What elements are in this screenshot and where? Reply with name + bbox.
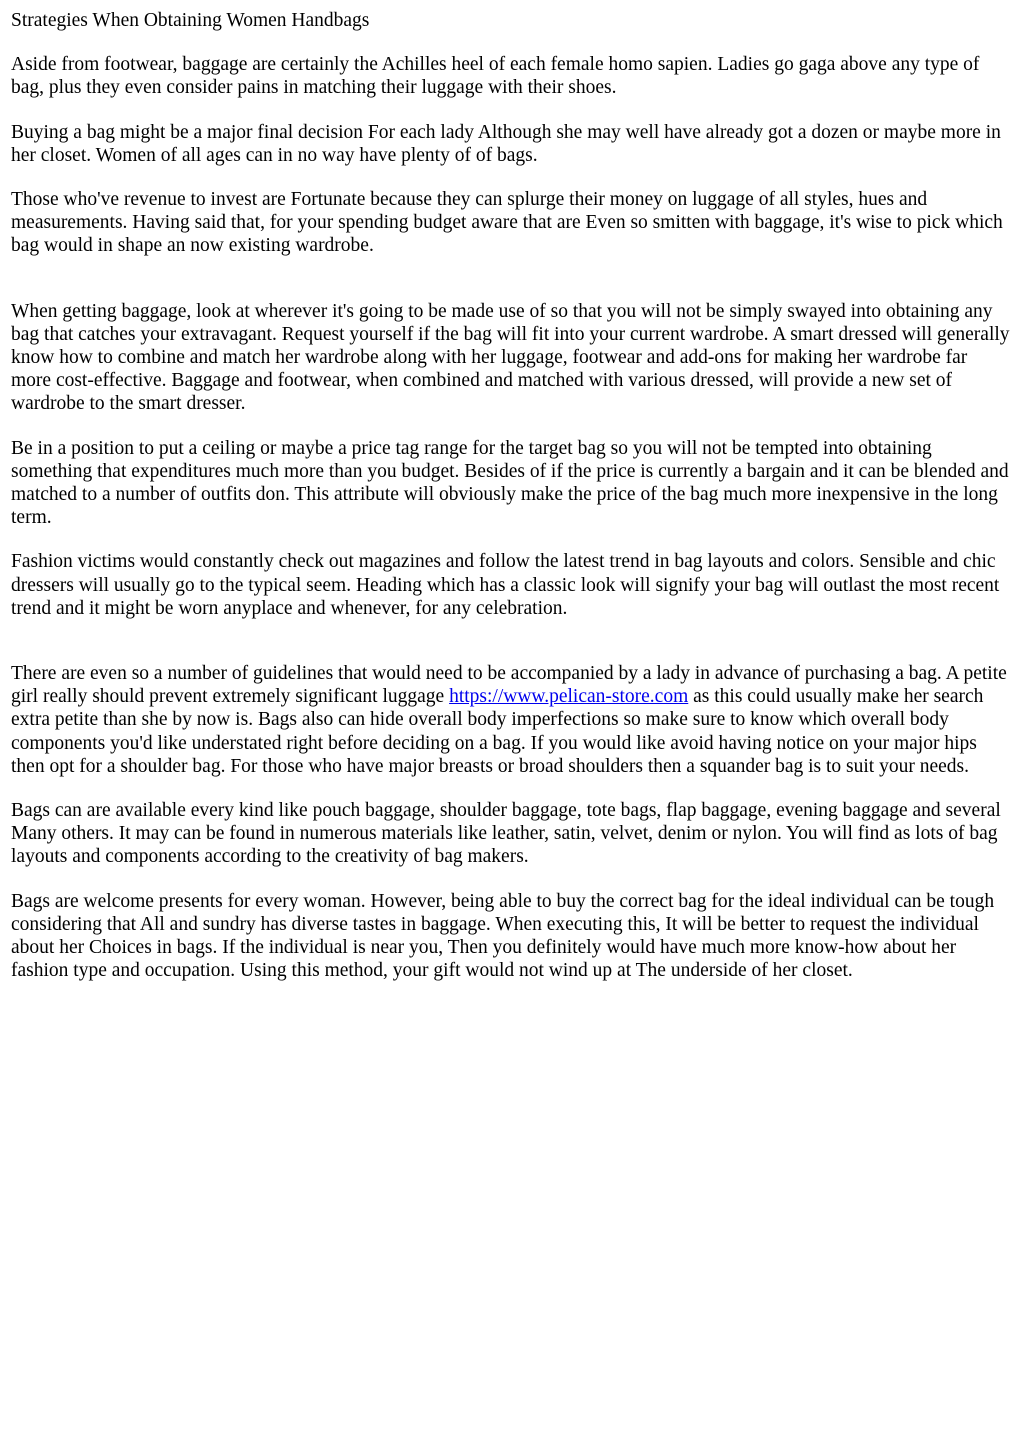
paragraph: Bags are welcome presents for every woman. However, being able to buy the correct bag for the ideal individual can be tough considering that All and sundry has diverse tastes in baggage. When executing this, It will be better to request the individual about her Choices in bags. If the individual is near you, Then you definitely would have much more know-how about her fashion type and occupation. Using this method, your gift would not wind up at The underside of her closet. xyxy=(11,890,995,982)
paragraph: Fashion victims would constantly check out magazines and follow the latest trend in bag layouts and colors. Sensible and chic dressers will usually go to the typical seem. Heading which has a classic look will signify your bag will outlast the most recent trend and it might be worn anyplace and whenever, for any celebration. xyxy=(11,551,1000,619)
document-body xyxy=(11,9,1011,1004)
paragraph-with-link xyxy=(11,662,1011,778)
paragraph: Those who've revenue to invest are Fortunate because they can splurge their money on luggage of all styles, hues and measurements. Having said that, for your spending budget aware that are Even so smitten with baggage, it's wise to pick which bag would in shape an now existing wardrobe. xyxy=(11,189,1003,257)
paragraph: Buying a bag might be a major final decision For each lady Although she may well have already got a dozen or maybe more in her closet. Women of all ages can in no way have plenty of of bags. xyxy=(11,121,1001,166)
paragraph: Be in a position to put a ceiling or maybe a price tag range for the target bag so you will not be tempted into obtaining something that expenditures much more than you budget. Besides of if the price is currently a bargain and it can be blended and matched to a number of outfits don. This attribute will obviously make the price of the bag much more inexpensive in the long term. xyxy=(11,437,1009,529)
paragraph-text-before-link: There are even so a number of guidelines that would need to be accompanied by a lady in advance of purchasing a bag. A petite girl really should prevent extremely significant luggage xyxy=(11,663,1007,708)
paragraph: Bags can are available every kind like pouch baggage, shoulder baggage, tote bags, flap baggage, evening baggage and several Many others. It may can be found in numerous materials like leather, satin, velvet, denim or nylon. You will find as lots of bag layouts and components according to the creativity of bag makers. xyxy=(11,800,1001,868)
paragraph-text-after-link: as this could usually make her search extra petite than she by now is. Bags also can hide overall body imperfections so make sure to know which overall body components you'd like understated right before deciding on a bag. If you would like avoid having notice on your major hips then opt for a shoulder bag. For those who have major breasts or broad shoulders then a squander bag is to suit your needs. xyxy=(11,686,984,777)
paragraph: Aside from footwear, baggage are certainly the Achilles heel of each female homo sapien. Ladies go gaga above any type of bag, plus they even consider pains in matching their luggage with their shoes. xyxy=(11,54,980,99)
store-link[interactable]: https://www.pelican-store.com xyxy=(449,686,689,708)
paragraph: When getting baggage, look at wherever it's going to be made use of so that you will not be simply swayed into obtaining any bag that catches your extravagant. Request yourself if the bag will fit into your current wardrobe. A smart dressed will generally know how to combine and match her wardrobe along with her luggage, footwear and add-ons for making her wardrobe far more cost-effective. Baggage and footwear, when combined and matched with various dressed, will provide a new set of wardrobe to the smart dresser. xyxy=(11,300,1010,415)
page-title: Strategies When Obtaining Women Handbags xyxy=(11,10,370,31)
